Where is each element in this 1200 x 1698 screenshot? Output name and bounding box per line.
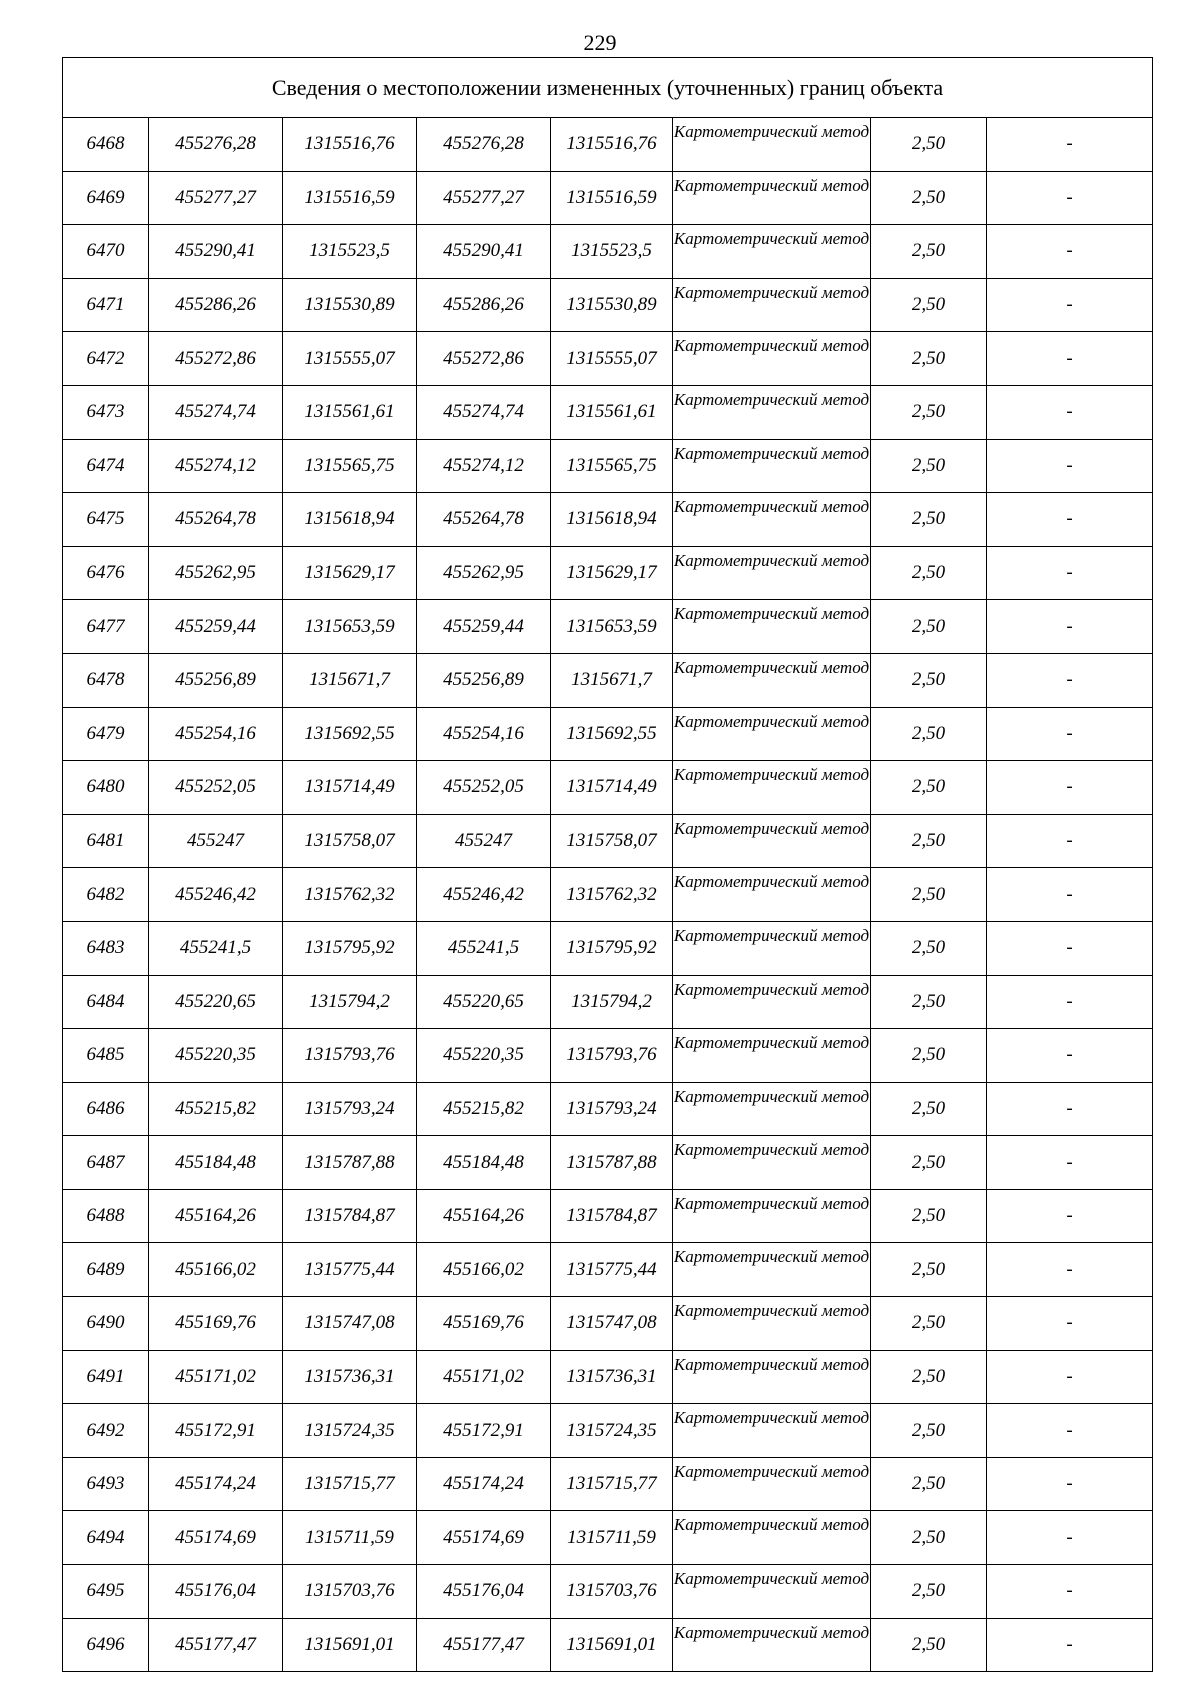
table-row bbox=[63, 1082, 1153, 1136]
cell-description: - bbox=[987, 653, 1153, 707]
table-row bbox=[63, 1189, 1153, 1243]
cell-accuracy: 2,50 bbox=[871, 546, 987, 600]
cell-x-existing: 455262,95 bbox=[149, 546, 283, 600]
cell-description: - bbox=[987, 1457, 1153, 1511]
table-row bbox=[63, 1404, 1153, 1458]
cell-y-new: 1315671,7 bbox=[551, 653, 673, 707]
cell-x-existing: 455220,35 bbox=[149, 1029, 283, 1083]
cell-y-new: 1315711,59 bbox=[551, 1511, 673, 1565]
cell-y-existing: 1315787,88 bbox=[283, 1136, 417, 1190]
cell-point-number: 6480 bbox=[63, 761, 149, 815]
cell-method: Картометрический метод bbox=[673, 653, 871, 707]
cell-y-new: 1315736,31 bbox=[551, 1350, 673, 1404]
cell-x-new: 455174,69 bbox=[417, 1511, 551, 1565]
cell-accuracy: 2,50 bbox=[871, 1297, 987, 1351]
cell-accuracy: 2,50 bbox=[871, 439, 987, 493]
table-row bbox=[63, 493, 1153, 547]
cell-point-number: 6487 bbox=[63, 1136, 149, 1190]
cell-accuracy: 2,50 bbox=[871, 385, 987, 439]
cell-x-existing: 455215,82 bbox=[149, 1082, 283, 1136]
cell-description: - bbox=[987, 761, 1153, 815]
cell-accuracy: 2,50 bbox=[871, 1189, 987, 1243]
cell-description: - bbox=[987, 439, 1153, 493]
cell-x-new: 455220,35 bbox=[417, 1029, 551, 1083]
cell-description: - bbox=[987, 1350, 1153, 1404]
cell-y-new: 1315561,61 bbox=[551, 385, 673, 439]
table-row bbox=[63, 1243, 1153, 1297]
cell-x-new: 455215,82 bbox=[417, 1082, 551, 1136]
cell-point-number: 6478 bbox=[63, 653, 149, 707]
table-row bbox=[63, 975, 1153, 1029]
cell-point-number: 6479 bbox=[63, 707, 149, 761]
table-row bbox=[63, 171, 1153, 225]
cell-x-new: 455259,44 bbox=[417, 600, 551, 654]
cell-accuracy: 2,50 bbox=[871, 1029, 987, 1083]
cell-accuracy: 2,50 bbox=[871, 1565, 987, 1619]
cell-y-new: 1315629,17 bbox=[551, 546, 673, 600]
cell-y-existing: 1315530,89 bbox=[283, 278, 417, 332]
cell-description: - bbox=[987, 975, 1153, 1029]
cell-x-new: 455166,02 bbox=[417, 1243, 551, 1297]
cell-x-new: 455169,76 bbox=[417, 1297, 551, 1351]
cell-x-existing: 455276,28 bbox=[149, 118, 283, 172]
cell-y-new: 1315555,07 bbox=[551, 332, 673, 386]
table-row bbox=[63, 761, 1153, 815]
cell-y-new: 1315794,2 bbox=[551, 975, 673, 1029]
cell-y-new: 1315793,76 bbox=[551, 1029, 673, 1083]
cell-accuracy: 2,50 bbox=[871, 278, 987, 332]
cell-method: Картометрический метод bbox=[673, 1136, 871, 1190]
cell-y-new: 1315793,24 bbox=[551, 1082, 673, 1136]
cell-y-existing: 1315618,94 bbox=[283, 493, 417, 547]
cell-y-new: 1315530,89 bbox=[551, 278, 673, 332]
table-row bbox=[63, 118, 1153, 172]
cell-x-new: 455176,04 bbox=[417, 1565, 551, 1619]
cell-x-existing: 455254,16 bbox=[149, 707, 283, 761]
cell-y-existing: 1315516,76 bbox=[283, 118, 417, 172]
cell-x-existing: 455256,89 bbox=[149, 653, 283, 707]
cell-x-existing: 455264,78 bbox=[149, 493, 283, 547]
cell-y-existing: 1315724,35 bbox=[283, 1404, 417, 1458]
cell-y-existing: 1315736,31 bbox=[283, 1350, 417, 1404]
cell-accuracy: 2,50 bbox=[871, 171, 987, 225]
cell-y-existing: 1315565,75 bbox=[283, 439, 417, 493]
cell-point-number: 6472 bbox=[63, 332, 149, 386]
cell-x-new: 455252,05 bbox=[417, 761, 551, 815]
cell-point-number: 6470 bbox=[63, 225, 149, 279]
cell-point-number: 6490 bbox=[63, 1297, 149, 1351]
cell-description: - bbox=[987, 278, 1153, 332]
cell-x-new: 455272,86 bbox=[417, 332, 551, 386]
cell-y-existing: 1315516,59 bbox=[283, 171, 417, 225]
cell-y-new: 1315715,77 bbox=[551, 1457, 673, 1511]
cell-description: - bbox=[987, 1243, 1153, 1297]
cell-method: Картометрический метод bbox=[673, 1029, 871, 1083]
cell-accuracy: 2,50 bbox=[871, 1136, 987, 1190]
cell-method: Картометрический метод bbox=[673, 707, 871, 761]
cell-x-existing: 455286,26 bbox=[149, 278, 283, 332]
cell-point-number: 6476 bbox=[63, 546, 149, 600]
cell-description: - bbox=[987, 171, 1153, 225]
cell-x-existing: 455174,24 bbox=[149, 1457, 283, 1511]
cell-x-existing: 455164,26 bbox=[149, 1189, 283, 1243]
cell-x-new: 455274,74 bbox=[417, 385, 551, 439]
cell-x-existing: 455274,74 bbox=[149, 385, 283, 439]
cell-y-new: 1315565,75 bbox=[551, 439, 673, 493]
cell-x-existing: 455277,27 bbox=[149, 171, 283, 225]
cell-x-new: 455290,41 bbox=[417, 225, 551, 279]
cell-point-number: 6475 bbox=[63, 493, 149, 547]
table-row bbox=[63, 1511, 1153, 1565]
cell-method: Картометрический метод bbox=[673, 975, 871, 1029]
cell-y-new: 1315692,55 bbox=[551, 707, 673, 761]
cell-x-new: 455177,47 bbox=[417, 1618, 551, 1672]
cell-x-new: 455276,28 bbox=[417, 118, 551, 172]
cell-method: Картометрический метод bbox=[673, 1511, 871, 1565]
cell-method: Картометрический метод bbox=[673, 493, 871, 547]
cell-point-number: 6486 bbox=[63, 1082, 149, 1136]
cell-point-number: 6492 bbox=[63, 1404, 149, 1458]
cell-x-existing: 455246,42 bbox=[149, 868, 283, 922]
cell-description: - bbox=[987, 1297, 1153, 1351]
cell-y-existing: 1315793,76 bbox=[283, 1029, 417, 1083]
cell-y-new: 1315724,35 bbox=[551, 1404, 673, 1458]
cell-point-number: 6468 bbox=[63, 118, 149, 172]
table-row bbox=[63, 1136, 1153, 1190]
cell-x-existing: 455220,65 bbox=[149, 975, 283, 1029]
cell-x-existing: 455174,69 bbox=[149, 1511, 283, 1565]
table-row bbox=[63, 1618, 1153, 1672]
cell-x-existing: 455259,44 bbox=[149, 600, 283, 654]
cell-y-existing: 1315629,17 bbox=[283, 546, 417, 600]
cell-method: Картометрический метод bbox=[673, 1082, 871, 1136]
cell-method: Картометрический метод bbox=[673, 546, 871, 600]
cell-y-existing: 1315703,76 bbox=[283, 1565, 417, 1619]
cell-x-new: 455254,16 bbox=[417, 707, 551, 761]
cell-point-number: 6474 bbox=[63, 439, 149, 493]
cell-accuracy: 2,50 bbox=[871, 814, 987, 868]
cell-accuracy: 2,50 bbox=[871, 1082, 987, 1136]
table-title: Сведения о местоположении измененных (уточненных) границ объекта bbox=[63, 58, 1153, 118]
cell-x-new: 455274,12 bbox=[417, 439, 551, 493]
cell-x-new: 455286,26 bbox=[417, 278, 551, 332]
cell-accuracy: 2,50 bbox=[871, 868, 987, 922]
cell-description: - bbox=[987, 332, 1153, 386]
cell-description: - bbox=[987, 1618, 1153, 1672]
cell-description: - bbox=[987, 1511, 1153, 1565]
cell-y-existing: 1315784,87 bbox=[283, 1189, 417, 1243]
cell-x-new: 455220,65 bbox=[417, 975, 551, 1029]
cell-description: - bbox=[987, 118, 1153, 172]
cell-y-new: 1315762,32 bbox=[551, 868, 673, 922]
cell-y-new: 1315758,07 bbox=[551, 814, 673, 868]
cell-y-new: 1315516,76 bbox=[551, 118, 673, 172]
cell-x-existing: 455290,41 bbox=[149, 225, 283, 279]
table-row bbox=[63, 332, 1153, 386]
cell-x-existing: 455171,02 bbox=[149, 1350, 283, 1404]
cell-point-number: 6496 bbox=[63, 1618, 149, 1672]
cell-y-new: 1315618,94 bbox=[551, 493, 673, 547]
cell-y-new: 1315516,59 bbox=[551, 171, 673, 225]
cell-y-new: 1315703,76 bbox=[551, 1565, 673, 1619]
cell-y-new: 1315653,59 bbox=[551, 600, 673, 654]
cell-point-number: 6494 bbox=[63, 1511, 149, 1565]
cell-x-existing: 455247 bbox=[149, 814, 283, 868]
table-row bbox=[63, 1350, 1153, 1404]
cell-method: Картометрический метод bbox=[673, 1565, 871, 1619]
cell-x-existing: 455176,04 bbox=[149, 1565, 283, 1619]
cell-description: - bbox=[987, 1189, 1153, 1243]
cell-x-new: 455277,27 bbox=[417, 171, 551, 225]
cell-method: Картометрический метод bbox=[673, 1404, 871, 1458]
cell-description: - bbox=[987, 707, 1153, 761]
cell-y-existing: 1315671,7 bbox=[283, 653, 417, 707]
cell-point-number: 6469 bbox=[63, 171, 149, 225]
table-row bbox=[63, 439, 1153, 493]
cell-method: Картометрический метод bbox=[673, 1189, 871, 1243]
cell-y-new: 1315787,88 bbox=[551, 1136, 673, 1190]
table-row bbox=[63, 1457, 1153, 1511]
cell-accuracy: 2,50 bbox=[871, 975, 987, 1029]
cell-accuracy: 2,50 bbox=[871, 707, 987, 761]
table-row bbox=[63, 1565, 1153, 1619]
cell-point-number: 6477 bbox=[63, 600, 149, 654]
cell-point-number: 6482 bbox=[63, 868, 149, 922]
cell-y-existing: 1315555,07 bbox=[283, 332, 417, 386]
cell-x-new: 455247 bbox=[417, 814, 551, 868]
cell-y-existing: 1315794,2 bbox=[283, 975, 417, 1029]
cell-point-number: 6491 bbox=[63, 1350, 149, 1404]
cell-x-existing: 455169,76 bbox=[149, 1297, 283, 1351]
cell-accuracy: 2,50 bbox=[871, 1404, 987, 1458]
cell-x-new: 455184,48 bbox=[417, 1136, 551, 1190]
cell-accuracy: 2,50 bbox=[871, 225, 987, 279]
cell-method: Картометрический метод bbox=[673, 1350, 871, 1404]
cell-x-existing: 455272,86 bbox=[149, 332, 283, 386]
cell-x-new: 455171,02 bbox=[417, 1350, 551, 1404]
cell-method: Картометрический метод bbox=[673, 814, 871, 868]
cell-description: - bbox=[987, 600, 1153, 654]
cell-point-number: 6481 bbox=[63, 814, 149, 868]
cell-method: Картометрический метод bbox=[673, 761, 871, 815]
cell-y-existing: 1315691,01 bbox=[283, 1618, 417, 1672]
page-number: 229 bbox=[583, 30, 617, 55]
cell-y-existing: 1315711,59 bbox=[283, 1511, 417, 1565]
table-row bbox=[63, 546, 1153, 600]
cell-method: Картометрический метод bbox=[673, 868, 871, 922]
cell-accuracy: 2,50 bbox=[871, 118, 987, 172]
cell-method: Картометрический метод bbox=[673, 225, 871, 279]
cell-y-existing: 1315795,92 bbox=[283, 921, 417, 975]
cell-x-existing: 455252,05 bbox=[149, 761, 283, 815]
cell-point-number: 6485 bbox=[63, 1029, 149, 1083]
cell-point-number: 6483 bbox=[63, 921, 149, 975]
table-row bbox=[63, 814, 1153, 868]
table-row bbox=[63, 225, 1153, 279]
cell-x-existing: 455166,02 bbox=[149, 1243, 283, 1297]
table-row bbox=[63, 385, 1153, 439]
cell-method: Картометрический метод bbox=[673, 1297, 871, 1351]
cell-y-new: 1315795,92 bbox=[551, 921, 673, 975]
cell-x-existing: 455177,47 bbox=[149, 1618, 283, 1672]
cell-method: Картометрический метод bbox=[673, 332, 871, 386]
table-row bbox=[63, 278, 1153, 332]
cell-x-new: 455174,24 bbox=[417, 1457, 551, 1511]
table-row bbox=[63, 600, 1153, 654]
cell-point-number: 6484 bbox=[63, 975, 149, 1029]
cell-description: - bbox=[987, 1136, 1153, 1190]
table-row bbox=[63, 653, 1153, 707]
cell-y-new: 1315714,49 bbox=[551, 761, 673, 815]
cell-method: Картометрический метод bbox=[673, 385, 871, 439]
cell-y-existing: 1315692,55 bbox=[283, 707, 417, 761]
cell-y-existing: 1315715,77 bbox=[283, 1457, 417, 1511]
cell-method: Картометрический метод bbox=[673, 278, 871, 332]
table-row bbox=[63, 868, 1153, 922]
table-row bbox=[63, 1029, 1153, 1083]
table-row bbox=[63, 707, 1153, 761]
cell-x-new: 455172,91 bbox=[417, 1404, 551, 1458]
cell-x-existing: 455241,5 bbox=[149, 921, 283, 975]
cell-y-new: 1315523,5 bbox=[551, 225, 673, 279]
cell-x-existing: 455184,48 bbox=[149, 1136, 283, 1190]
cell-description: - bbox=[987, 546, 1153, 600]
cell-method: Картометрический метод bbox=[673, 600, 871, 654]
cell-accuracy: 2,50 bbox=[871, 1350, 987, 1404]
cell-description: - bbox=[987, 493, 1153, 547]
cell-y-existing: 1315775,44 bbox=[283, 1243, 417, 1297]
cell-point-number: 6495 bbox=[63, 1565, 149, 1619]
cell-method: Картометрический метод bbox=[673, 1618, 871, 1672]
cell-accuracy: 2,50 bbox=[871, 493, 987, 547]
cell-accuracy: 2,50 bbox=[871, 332, 987, 386]
cell-point-number: 6493 bbox=[63, 1457, 149, 1511]
cell-accuracy: 2,50 bbox=[871, 1511, 987, 1565]
cell-x-new: 455264,78 bbox=[417, 493, 551, 547]
table-row bbox=[63, 921, 1153, 975]
cell-y-new: 1315691,01 bbox=[551, 1618, 673, 1672]
cell-y-new: 1315784,87 bbox=[551, 1189, 673, 1243]
cell-point-number: 6488 bbox=[63, 1189, 149, 1243]
cell-accuracy: 2,50 bbox=[871, 1243, 987, 1297]
table-row bbox=[63, 1297, 1153, 1351]
cell-y-existing: 1315714,49 bbox=[283, 761, 417, 815]
cell-y-new: 1315775,44 bbox=[551, 1243, 673, 1297]
cell-description: - bbox=[987, 225, 1153, 279]
cell-x-new: 455256,89 bbox=[417, 653, 551, 707]
cell-method: Картометрический метод bbox=[673, 439, 871, 493]
cell-y-existing: 1315523,5 bbox=[283, 225, 417, 279]
cell-accuracy: 2,50 bbox=[871, 1618, 987, 1672]
cell-y-new: 1315747,08 bbox=[551, 1297, 673, 1351]
cell-y-existing: 1315762,32 bbox=[283, 868, 417, 922]
cell-x-new: 455262,95 bbox=[417, 546, 551, 600]
cell-description: - bbox=[987, 385, 1153, 439]
cell-description: - bbox=[987, 1029, 1153, 1083]
cell-accuracy: 2,50 bbox=[871, 761, 987, 815]
cell-method: Картометрический метод bbox=[673, 1457, 871, 1511]
cell-point-number: 6489 bbox=[63, 1243, 149, 1297]
cell-method: Картометрический метод bbox=[673, 118, 871, 172]
cell-x-existing: 455274,12 bbox=[149, 439, 283, 493]
cell-point-number: 6473 bbox=[63, 385, 149, 439]
cell-method: Картометрический метод bbox=[673, 921, 871, 975]
cell-accuracy: 2,50 bbox=[871, 653, 987, 707]
boundary-coordinates-table bbox=[62, 57, 1153, 1672]
cell-y-existing: 1315561,61 bbox=[283, 385, 417, 439]
cell-point-number: 6471 bbox=[63, 278, 149, 332]
cell-method: Картометрический метод bbox=[673, 171, 871, 225]
cell-description: - bbox=[987, 814, 1153, 868]
cell-y-existing: 1315653,59 bbox=[283, 600, 417, 654]
cell-y-existing: 1315793,24 bbox=[283, 1082, 417, 1136]
cell-accuracy: 2,50 bbox=[871, 600, 987, 654]
cell-description: - bbox=[987, 1082, 1153, 1136]
cell-method: Картометрический метод bbox=[673, 1243, 871, 1297]
cell-x-new: 455246,42 bbox=[417, 868, 551, 922]
cell-y-existing: 1315747,08 bbox=[283, 1297, 417, 1351]
cell-description: - bbox=[987, 1565, 1153, 1619]
cell-description: - bbox=[987, 921, 1153, 975]
cell-x-new: 455164,26 bbox=[417, 1189, 551, 1243]
cell-accuracy: 2,50 bbox=[871, 921, 987, 975]
cell-accuracy: 2,50 bbox=[871, 1457, 987, 1511]
cell-y-existing: 1315758,07 bbox=[283, 814, 417, 868]
cell-x-existing: 455172,91 bbox=[149, 1404, 283, 1458]
cell-description: - bbox=[987, 1404, 1153, 1458]
cell-description: - bbox=[987, 868, 1153, 922]
cell-x-new: 455241,5 bbox=[417, 921, 551, 975]
